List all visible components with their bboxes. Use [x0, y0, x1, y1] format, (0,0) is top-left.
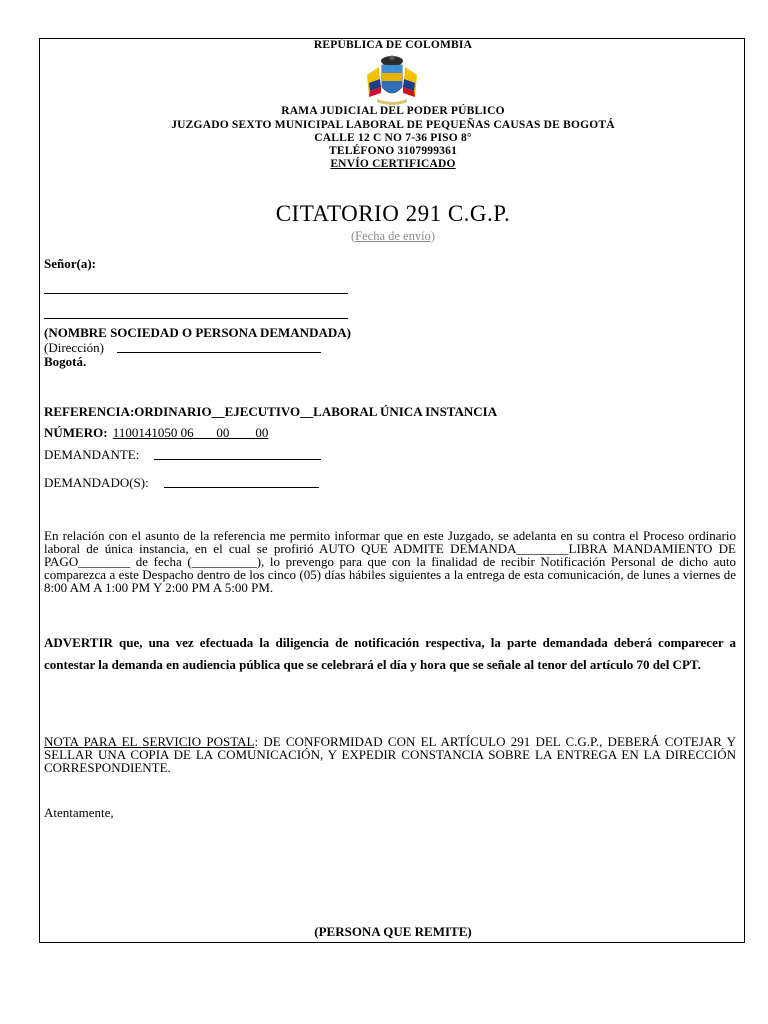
header-shipping: ENVÍO CERTIFICADO: [330, 158, 456, 170]
closing-salutation: Atentamente,: [44, 805, 114, 820]
notification-paragraph: En relación con el asunto de la referencia me permito informar que en este Juzgado, se adelanta en su contra el Proceso ordinario laboral de única instancia, en el cual se profirió AUTO QUE ADMITE DEMANDA________LIBRA MANDAMIENTO DE PAGO________ de fecha (__________), lo prevengo para que con la finalidad de recibir Notificación Personal de dicho auto comparezca a este Despacho dentro de los cinco (05) días hábiles siguientes a la entrega de esta comunicación, de lunes a viernes de 8:00 AM A 1:00 PM Y 2:00 PM A 5:00 PM.: [44, 528, 736, 595]
document-title: CITATORIO 291 C.G.P.: [275, 201, 511, 226]
case-number: NÚMERO: 1100141050 06 00 00: [44, 425, 269, 440]
header-branch: RAMA JUDICIAL DEL PODER PÚBLICO: [281, 105, 505, 117]
recipient-name-placeholder: (NOMBRE SOCIEDAD O PERSONA DEMANDADA): [44, 325, 351, 340]
reference-line: REFERENCIA:ORDINARIO__EJECUTIVO__LABORAL ÚNICA INSTANCIA: [44, 404, 498, 419]
recipient-line-1: [44, 293, 348, 294]
recipient-address-line: [117, 352, 321, 353]
recipient-city: Bogotá.: [44, 354, 87, 369]
sender-placeholder: (PERSONA QUE REMITE): [314, 924, 472, 939]
date-field: Fecha de envío: [355, 229, 431, 243]
recipient-salutation: Señor(a):: [44, 256, 96, 271]
recipient-address-label: (Dirección): [44, 340, 104, 355]
plaintiff-label: DEMANDANTE:: [44, 447, 140, 462]
postal-note: NOTA PARA EL SERVICIO POSTAL: DE CONFORMIDAD CON EL ARTÍCULO 291 DEL C.G.P., DEBERÁ COTEJAR Y SELLAR UNA COPIA DE LA COMUNICACIÓN, Y EXPEDIR CONSTANCIA SOBRE LA ENTREGA EN LA DIRECCIÓN CORRESPONDIENTE.: [44, 734, 737, 775]
plaintiff-line: [154, 459, 321, 460]
document-frame: [39, 38, 745, 943]
header-phone: TELÉFONO 3107999361: [328, 145, 458, 157]
recipient-line-2: [44, 318, 348, 319]
defendant-label: DEMANDADO(S):: [44, 475, 149, 490]
header-country: REPÚBLICA DE COLOMBIA: [313, 39, 473, 51]
defendant-line: [164, 487, 319, 488]
date-placeholder: (Fecha de envío): [350, 229, 435, 243]
advertir-paragraph: ADVERTIR que, una vez efectuada la diligencia de notificación respectiva, la parte demandada deberá comparecer a contestar la demanda en audiencia pública que se celebrará el día y hora que se señale al tenor del artículo 70 del CPT.: [44, 635, 736, 672]
header-court: JUZGADO SEXTO MUNICIPAL LABORAL DE PEQUEÑAS CAUSAS DE BOGOTÁ: [171, 119, 615, 131]
coat-of-arms-icon: [361, 53, 423, 107]
header-address: CALLE 12 C NO 7-36 PISO 8°: [314, 132, 472, 144]
